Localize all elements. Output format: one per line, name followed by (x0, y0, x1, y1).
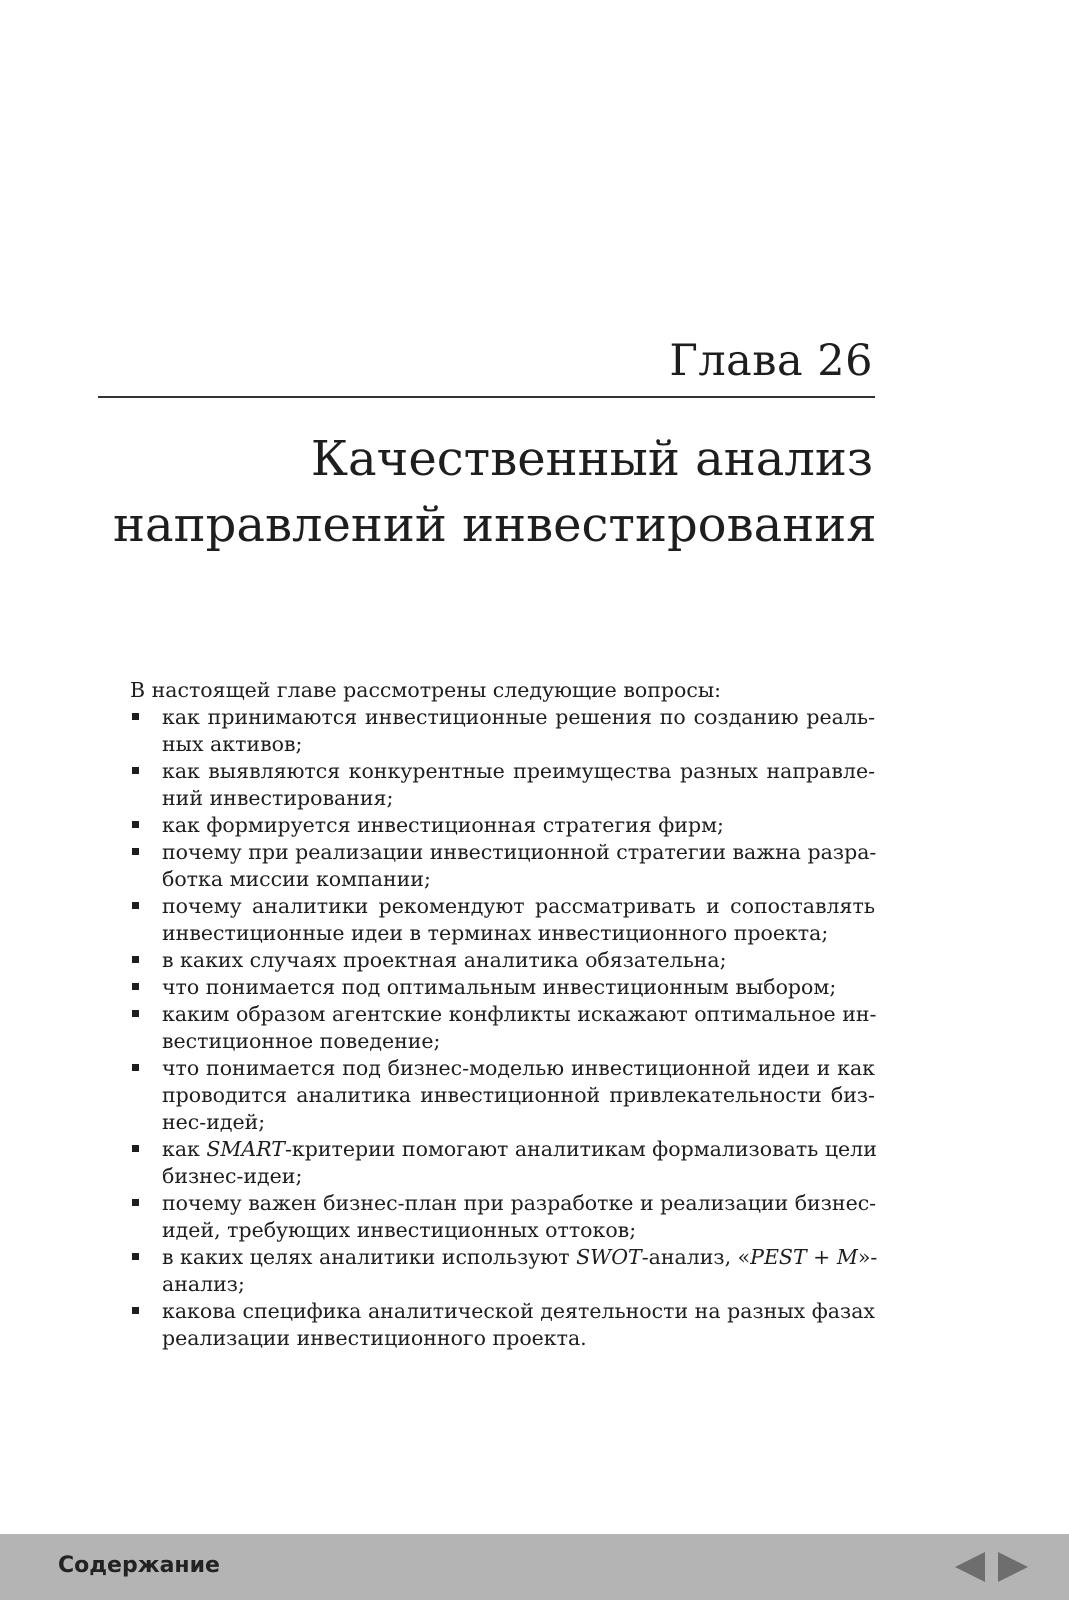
topic-item (130, 1190, 875, 1244)
triangle-right-icon (996, 1551, 1030, 1583)
topic-item (130, 1136, 875, 1190)
chapter-title-line-1: Качественный анализ (310, 431, 873, 487)
topic-line: бизнес-идеи; (162, 1164, 303, 1188)
topic-line: как принимаются инвестиционные решения по созданию реаль- (162, 705, 875, 729)
topic-line: проводится аналитика инвестиционной привлекательности биз- (162, 1083, 875, 1107)
topic-item (130, 947, 875, 974)
square-bullet-icon (132, 983, 139, 990)
topic-line: какова специфика аналитической деятельности на разных фазах (162, 1299, 875, 1323)
chapter-number: Глава 26 (669, 336, 873, 386)
topic-line: как выявляются конкурентные преимущества разных направле- (162, 759, 875, 783)
topic-item (130, 839, 875, 893)
topic-line: ботка миссии компании; (162, 867, 431, 891)
topic-line: что понимается под бизнес-моделью инвестиционной идеи и как (162, 1056, 875, 1080)
topic-line: почему при реализации инвестиционной стратегии важна разра- (162, 840, 877, 864)
square-bullet-icon (132, 1064, 139, 1071)
square-bullet-icon (132, 1253, 139, 1260)
topics-list (130, 704, 878, 1352)
topic-line: в каких случаях проектная аналитика обязательна; (162, 948, 727, 972)
topic-line: что понимается под оптимальным инвестиционным выбором; (162, 975, 837, 999)
square-bullet-icon (132, 1307, 139, 1314)
topic-line: ний инвестирования; (162, 786, 394, 810)
topic-line: идей, требующих инвестиционных оттоков; (162, 1218, 637, 1242)
topic-item (130, 812, 875, 839)
topic-line: каким образом агентские конфликты искажают оптимальное ин- (162, 1002, 877, 1026)
topic-line: почему важен бизнес-план при разработке и реализации бизнес- (162, 1191, 877, 1215)
chapter-title (113, 426, 877, 558)
square-bullet-icon (132, 956, 139, 963)
topic-item (130, 893, 875, 947)
topic-line: реализации инвестиционного проекта. (162, 1326, 587, 1350)
topic-line: почему аналитики рекомендуют рассматривать и сопоставлять (162, 894, 875, 918)
topic-line: анализ; (162, 1272, 245, 1296)
square-bullet-icon (132, 1010, 139, 1017)
topic-line: в каких целях аналитики используют SWOT-анализ, «PEST + M»- (162, 1245, 878, 1269)
topic-item (130, 1001, 875, 1055)
topic-item (130, 1298, 875, 1352)
topic-item (130, 758, 875, 812)
prev-page-button[interactable] (953, 1551, 987, 1583)
topic-item (130, 1055, 875, 1136)
square-bullet-icon (132, 902, 139, 909)
square-bullet-icon (132, 713, 139, 720)
chapter-divider (98, 396, 875, 398)
square-bullet-icon (132, 767, 139, 774)
intro-text: В настоящей главе рассмотрены следующие вопросы: (130, 678, 722, 702)
topic-line: нес-идей; (162, 1110, 266, 1134)
square-bullet-icon (132, 1145, 139, 1152)
triangle-left-icon (953, 1551, 987, 1583)
topic-line: ных активов; (162, 732, 303, 756)
topic-line: инвестиционные идеи в терминах инвестиционного проекта; (162, 921, 829, 945)
topic-item (130, 704, 875, 758)
next-page-button[interactable] (996, 1551, 1030, 1583)
contents-link[interactable]: Содержание (58, 1553, 220, 1578)
topic-line: вестиционное поведение; (162, 1029, 441, 1053)
topic-item (130, 974, 875, 1001)
topic-line: как SMART-критерии помогают аналитикам формализовать цели (162, 1137, 877, 1161)
topic-line: как формируется инвестиционная стратегия фирм; (162, 813, 724, 837)
square-bullet-icon (132, 1199, 139, 1206)
square-bullet-icon (132, 848, 139, 855)
topic-item (130, 1244, 878, 1298)
square-bullet-icon (132, 821, 139, 828)
chapter-title-line-2: направлений инвестирования (113, 497, 877, 553)
